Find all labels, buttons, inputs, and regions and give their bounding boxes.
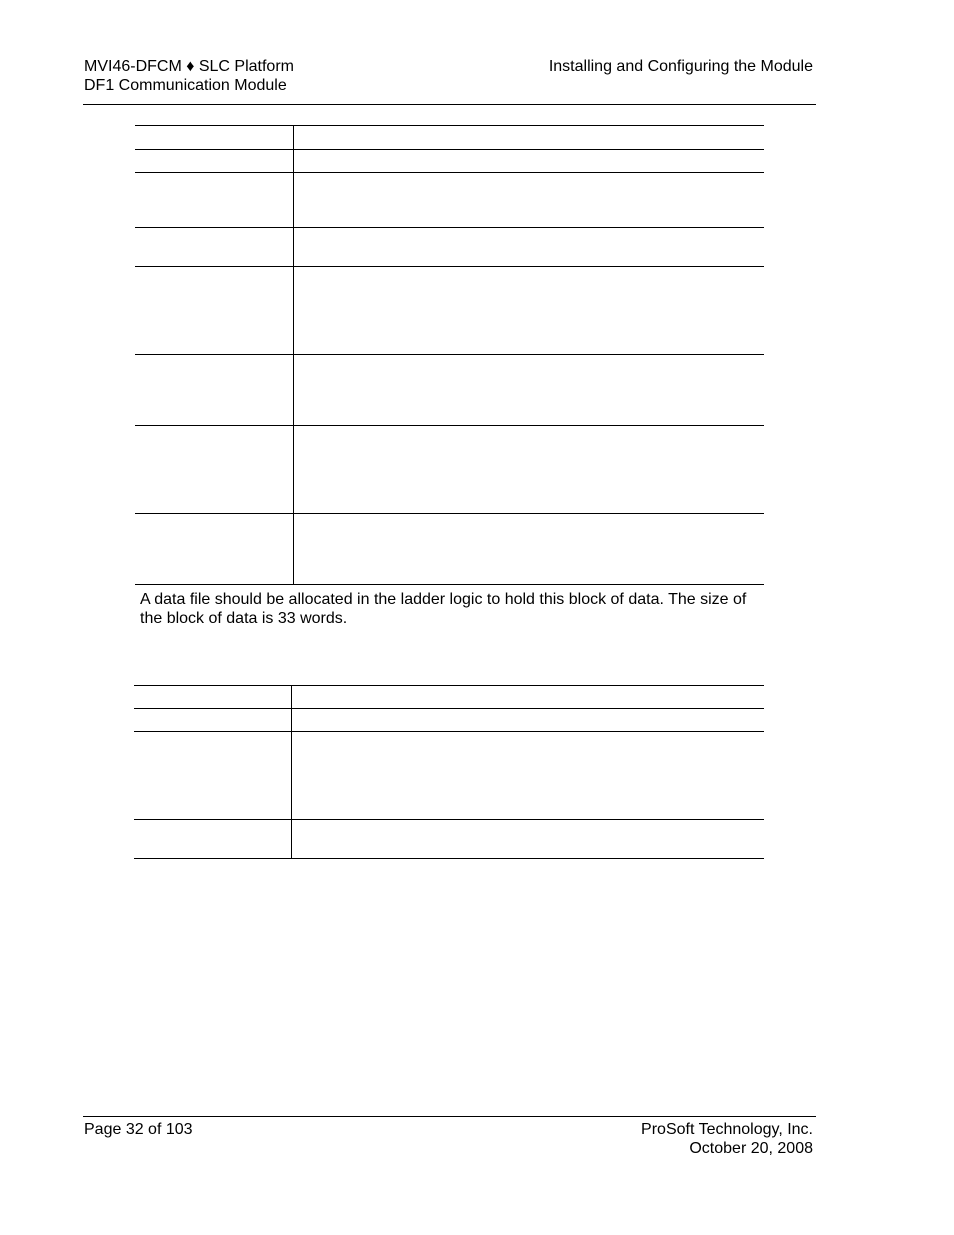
table-row <box>134 820 764 859</box>
section-title: Installing and Configuring the Module <box>548 58 813 75</box>
table-row <box>135 355 764 426</box>
table-row <box>135 228 764 267</box>
block-table-2 <box>134 685 764 859</box>
table-row <box>134 732 764 820</box>
table-row <box>135 514 764 585</box>
block-table-1 <box>135 125 764 585</box>
product-subtitle: DF1 Communication Module <box>84 77 287 94</box>
table-row <box>135 426 764 514</box>
footer-divider <box>83 1116 816 1117</box>
footer-right <box>641 1120 813 1158</box>
company-name: ProSoft Technology, Inc. <box>641 1121 813 1138</box>
page-number: Page 32 of 103 <box>84 1121 193 1138</box>
header-divider <box>83 104 816 105</box>
table-row <box>135 150 764 173</box>
table-row <box>135 267 764 355</box>
product-line: MVI46-DFCM ♦ SLC Platform <box>84 58 294 75</box>
table-row <box>134 686 764 709</box>
table-row <box>134 709 764 732</box>
data-file-note: A data file should be allocated in the ladder logic to hold this block of data. The size of the block of data is 33 words. <box>140 591 747 627</box>
table-row <box>135 173 764 228</box>
revision-date: October 20, 2008 <box>689 1140 813 1157</box>
table-row <box>135 126 764 150</box>
header-left <box>84 57 294 95</box>
